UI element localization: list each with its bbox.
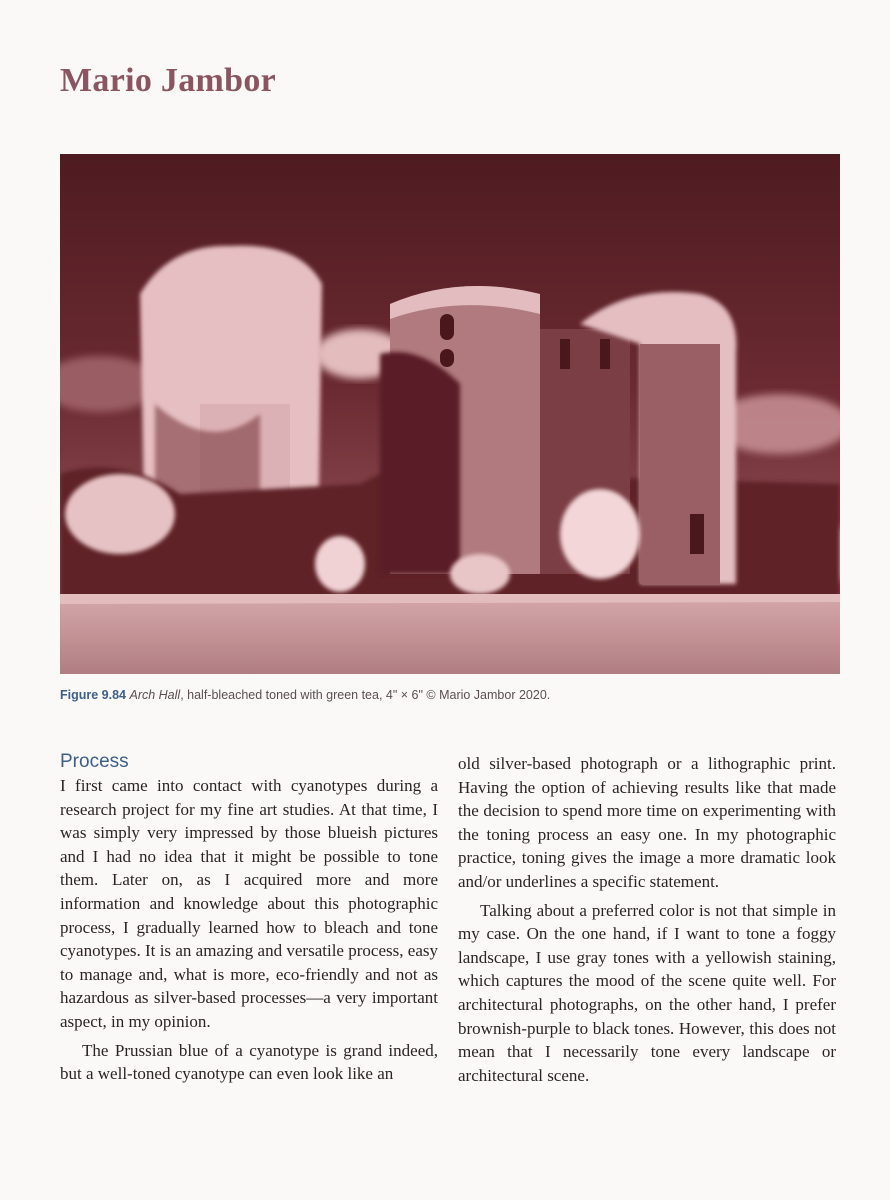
ruin-photograph xyxy=(60,154,840,674)
body-paragraph: old silver-based photograph or a lithographic print. Having the option of achieving results like that made the decision to spend more time on experimenting with the toning process an easy one. In my photographic practice, toning gives the image a more dramatic look and/or underlines a specific statement. xyxy=(458,754,836,891)
figure-label: Figure 9.84 xyxy=(60,688,126,702)
body-paragraph: The Prussian blue of a cyanotype is grand indeed, but a well-toned cyanotype can even look like an xyxy=(60,1040,438,1084)
left-column xyxy=(60,750,438,1086)
figure-title: Arch Hall xyxy=(129,688,181,702)
figure-caption-text: , half-bleached toned with green tea, 4" × 6" © Mario Jambor 2020. xyxy=(180,688,551,702)
figure-photo xyxy=(60,154,840,674)
body-paragraph: I first came into contact with cyanotypes during a research project for my fine art studies. At that time, I was simply very impressed by those blueish pictures and I had no idea that it might be possible to tone them. Later on, as I acquired more and more information and knowledge about this photographic process, I gradually learned how to bleach and tone cyanotypes. It is an amazing and versatile process, easy to manage and, what is more, eco-friendly and not as hazardous as silver-based processes—a very important aspect, in my opinion. xyxy=(60,776,438,1031)
right-column xyxy=(458,752,836,1087)
body-paragraph: Talking about a preferred color is not that simple in my case. On the one hand, if I want to tone a foggy landscape, I use gray tones with a yellowish staining, which captures the mood of the scene quite well. For architectural photographs, on the other hand, I prefer brownish-purple to black tones. However, this does not mean that I necessarily tone every landscape or architectural scene. xyxy=(458,900,836,1085)
section-heading: Process xyxy=(60,751,129,772)
figure-caption xyxy=(60,688,840,702)
page-title: Mario Jambor xyxy=(60,62,277,99)
